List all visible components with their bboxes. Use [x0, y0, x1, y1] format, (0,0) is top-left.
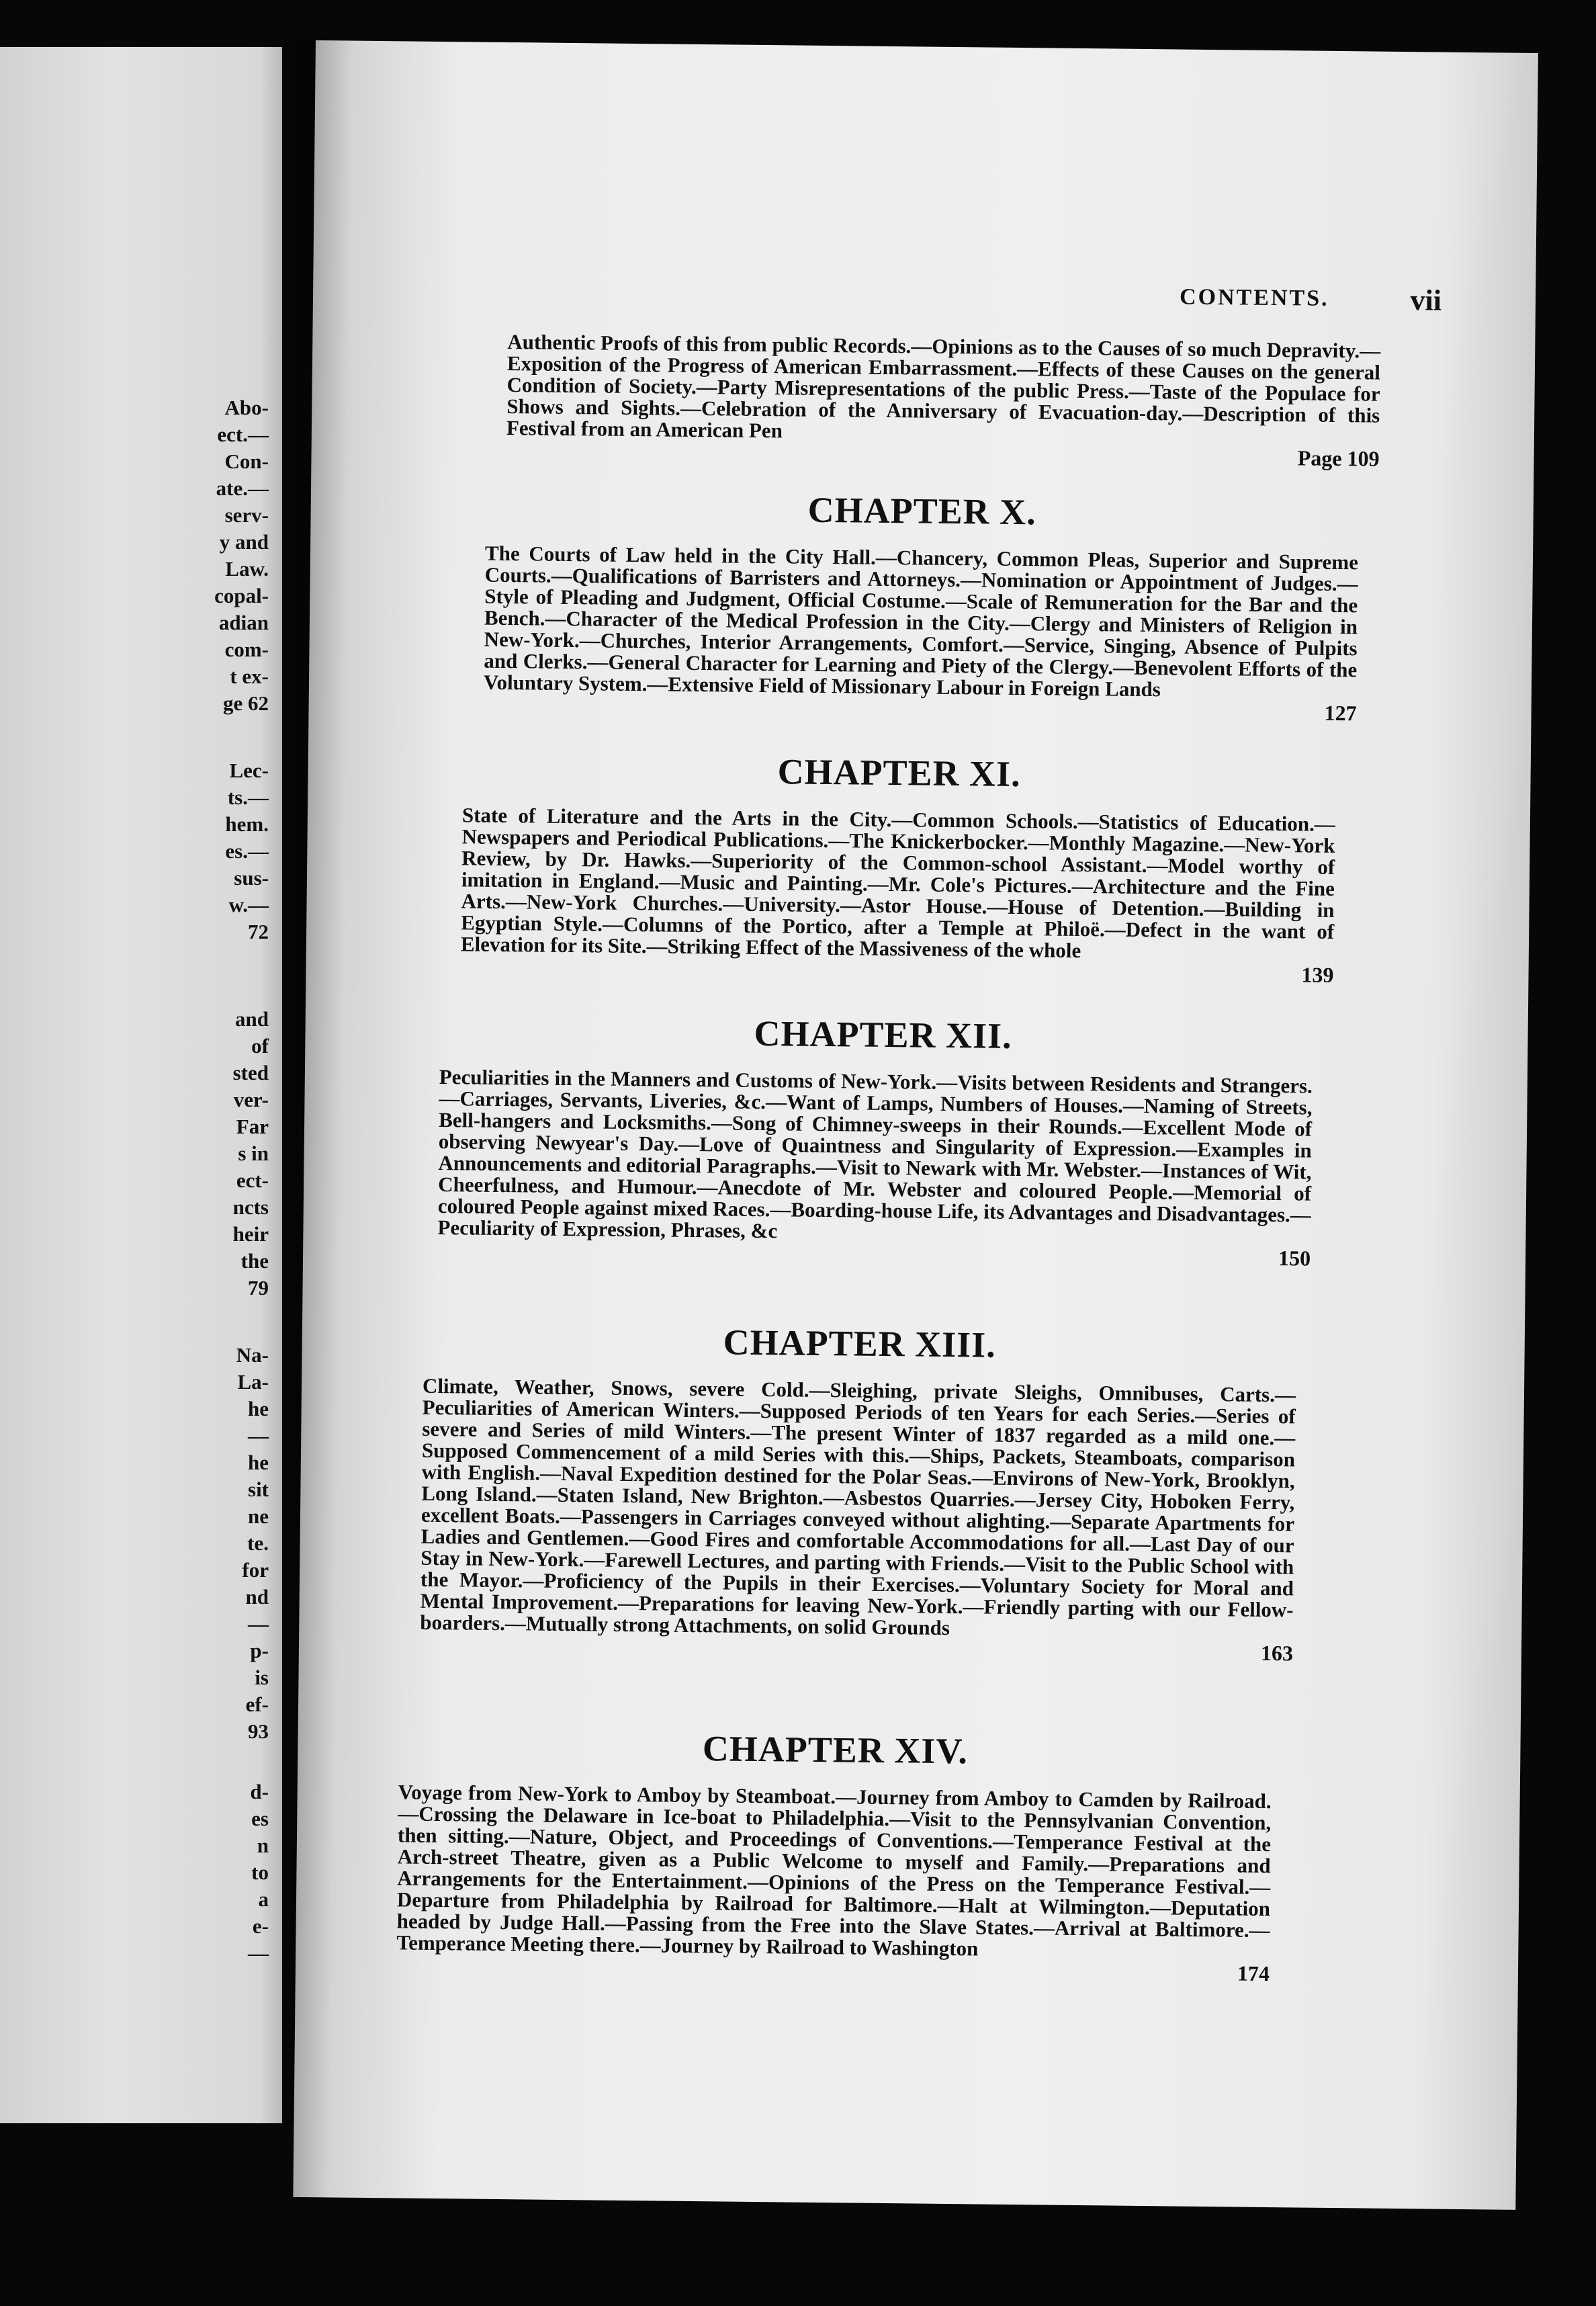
left-page-fragment: La-: [237, 1370, 269, 1394]
chapter-page: 163: [1260, 1640, 1294, 1666]
chapter-title: CHAPTER XIV.: [702, 1728, 969, 1772]
chapter-page: 174: [1237, 1961, 1270, 1986]
left-page-fragment: es.—: [225, 839, 269, 863]
chapter-summary-text: The Courts of Law held in the City Hall.—Chancery, Common Pleas, Superior and Supreme Courts.—Qualifications of Barristers and Attorneys.—Nomination or Appointment of Judges.—Style of Pleading and Judgment, Official Costume.—Scale of Remuneration for the Bar and the Bench.—Character of the Medical Profession in the City.—Clergy and Ministers of Religion in New-York.—Churches, Interior Arrangements, Comfort.—Service, Singing, Absence of Pulpits and Clerks.—General Character for Learning and Piety of the Clergy.—Benevolent Efforts of the Voluntary System.—Extensive Field of Missionary Labour in Foreign Lands: [483, 541, 1359, 701]
left-page-fragment: Na-: [236, 1343, 269, 1367]
chapter-page: 127: [1324, 700, 1357, 726]
left-page-fragment: s in: [238, 1142, 269, 1165]
left-page-fragment: is: [255, 1666, 269, 1689]
left-page-fragment: e-: [252, 1914, 269, 1938]
left-page-fragment: ef-: [245, 1693, 269, 1716]
left-page-fragment: ate.—: [216, 476, 269, 500]
entry-page: Page 109: [1297, 445, 1380, 471]
left-page-fragment: sus-: [234, 866, 269, 890]
left-page-fragment: 79: [248, 1276, 269, 1299]
left-page-fragment: n: [257, 1834, 269, 1857]
left-page-fragment: sit: [248, 1478, 269, 1501]
left-page-fragment: copal-: [214, 584, 269, 607]
left-page-fragment: —: [248, 1612, 269, 1635]
left-page-fragment: y and: [219, 530, 269, 554]
chapter-title: CHAPTER XI.: [777, 751, 1021, 795]
page-header: [864, 282, 1442, 328]
chapter-summary: [396, 1781, 1272, 1984]
page-number: vii: [1410, 284, 1442, 317]
left-page-fragment: ts.—: [227, 785, 269, 809]
chapter-summary-text: Climate, Weather, Snows, severe Cold.—Sleighing, private Sleighs, Omnibuses, Carts.—Peculiarities of American Winters.—Supposed Periods of ten Years for each Series.—Series of severe and Series of mild Winters.—The present Winter of 1837 regarded as a mild one.—Supposed Commencement of a mild Series with this.—Ships, Packets, Steamboats, comparison with English.—Naval Expedition destined for the Polar Seas.—Environs of New-York, Brooklyn, Long Island.—Staten Island, New Brighton.—Asbestos Quarries.—Jersey City, Hoboken Ferry, excellent Boats.—Passengers in Carriages conveyed without alighting.—Separate Apartments for Ladies and Gentlemen.—Good Fires and comfortable Accommodations for all.—Last Day of our Stay in New-York.—Farewell Lectures, and parting with Friends.—Visit to the Public School with the Mayor.—Proficiency of the Pupils in their Exercises.—Voluntary Society for Moral and Mental Improvement.—Preparations for leaving New-York.—Friendly parting with our Fellow-boarders.—Mutually strong Attachments, on solid Grounds: [420, 1373, 1296, 1640]
left-page-fragment: 72: [248, 920, 269, 943]
chapter-summary-text: Peculiarities in the Manners and Customs of New-York.—Visits between Residents and Strangers.—Carriages, Servants, Liveries, &c.—Want of Lamps, Numbers of Houses.—Naming of Streets, Bell-hangers and Locksmiths.—Song of Chimney-sweeps in their Rounds.—Excellent Mode of observing Newyear's Day.—Love of Quaintness and Singularity of Expression.—Examples in Announcements and editorial Paragraphs.—Visit to Newark with Mr. Webster.—Instances of Wit, Cheerfulness, and Humour.—Anecdote of Mr. Webster and coloured People.—Memorial of coloured People against mixed Races.—Boarding-house Life, its Advantages and Disadvantages.—Peculiarity of Expression, Phrases, &c: [437, 1065, 1313, 1243]
left-page-fragment: Abo-: [224, 396, 269, 419]
left-page-fragment: 93: [248, 1719, 269, 1743]
chapter-summary: [484, 543, 1359, 724]
left-page-fragment: to: [251, 1861, 269, 1884]
left-page-fragment: serv-: [224, 503, 269, 527]
left-page-fragment: Lec-: [229, 759, 269, 782]
left-page-fragment: ver-: [233, 1088, 269, 1111]
chapter-page: 139: [1301, 962, 1334, 987]
left-page-fragment: ncts: [232, 1195, 269, 1219]
left-page-fragment: the: [240, 1249, 269, 1273]
chapter-title: CHAPTER XII.: [754, 1013, 1012, 1056]
chapter-title: CHAPTER X.: [807, 489, 1037, 533]
left-page-fragment: Far: [236, 1115, 269, 1138]
left-page-fragment: com-: [224, 638, 269, 661]
entry-text: Authentic Proofs of this from public Records.—Opinions as to the Causes of so much Depravity.—Exposition of the Progress of American Embarrassment.—Effects of these Causes on the general Condition of Society.—Party Misrepresentations of the public Press.—Taste of the Populace for Shows and Sights.—Celebration of the Anniversary of Evacuation-day.—Description of this Festival from an American Pen: [506, 330, 1381, 443]
left-page-fragment: te.: [247, 1531, 269, 1555]
left-page-fragment: nd: [245, 1585, 269, 1609]
chapter-summary: [437, 1066, 1313, 1269]
left-page-fragment: ne: [248, 1504, 269, 1528]
left-page-fragment: heir: [232, 1222, 269, 1246]
chapter-summary: [420, 1375, 1296, 1664]
left-page-fragment: for: [242, 1558, 269, 1582]
chapter-title: CHAPTER XIII.: [723, 1322, 997, 1365]
left-page-fragment: ect-: [236, 1168, 269, 1192]
chapter-summary-text: State of Literature and the Arts in the City.—Common Schools.—Statistics of Education.—Newspapers and Periodical Publications.—The Knickerbocker.—Monthly Magazine.—New-York Review, by Dr. Hawks.—Superiority of the Common-school Assistant.—Model worthy of imitation in England.—Music and Painting.—Mr. Cole's Pictures.—Architecture and the Fine Arts.—New-York Churches.—University.—Astor House.—House of Detention.—Building in Egyptian Style.—Columns of the Portico, after a Temple at Philoë.—Defect in the want of Elevation for its Site.—Striking Effect of the Massiveness of the whole: [460, 803, 1336, 963]
left-page-fragment: hem.: [225, 812, 269, 836]
left-page-fragment: adian: [218, 611, 269, 634]
left-page-fragment: Law.: [225, 557, 269, 581]
left-page-fragment: —: [248, 1424, 269, 1447]
left-page-fragment: ect.—: [217, 423, 269, 446]
continued-entry: [506, 331, 1380, 470]
chapter-summary-text: Voyage from New-York to Amboy by Steamboat.—Journey from Amboy to Camden by Railroad.—Crossing the Delaware in Ice-boat to Philadelphia.—Visit to the Pennsylvanian Convention, then sitting.—Nature, Object, and Proceedings of Conventions.—Temperance Festival at the Arch-street Theatre, given as a Public Welcome to myself and Family.—Preparations and Arrangements for the Entertainment.—Opinions of the Press on the Temperance Festival.—Departure from Philadelphia by Railroad for Baltimore.—Halt at Wilmington.—Deputation headed by Judge Hall.—Passing from the Free into the Slave States.—Arrival at Baltimore.—Temperance Meeting there.—Journey by Railroad to Washington: [396, 1780, 1272, 1961]
left-page-fragment: p-: [250, 1639, 269, 1662]
chapter-summary: [460, 804, 1335, 986]
chapter-page: 150: [1278, 1246, 1311, 1271]
left-page-fragment: —: [248, 1941, 269, 1965]
left-page-fragment: sted: [232, 1061, 269, 1084]
left-page-fragment: a: [258, 1887, 269, 1911]
running-head: CONTENTS.: [1179, 284, 1329, 311]
left-page-fragment: ge 62: [222, 691, 269, 715]
left-page-fragment: he: [248, 1397, 269, 1420]
left-page-fragment: d-: [250, 1780, 269, 1803]
left-page-fragment: of: [251, 1034, 269, 1058]
left-page-fragment: t ex-: [230, 665, 269, 688]
left-page-fragment: es: [251, 1807, 269, 1830]
left-page-fragment: Con-: [224, 450, 269, 473]
contents-page: [293, 40, 1538, 2210]
left-page-fragment: and: [235, 1007, 269, 1031]
left-page-fragment: he: [248, 1451, 269, 1474]
left-facing-page: [0, 47, 282, 2123]
left-page-fragment: w.—: [228, 893, 269, 916]
